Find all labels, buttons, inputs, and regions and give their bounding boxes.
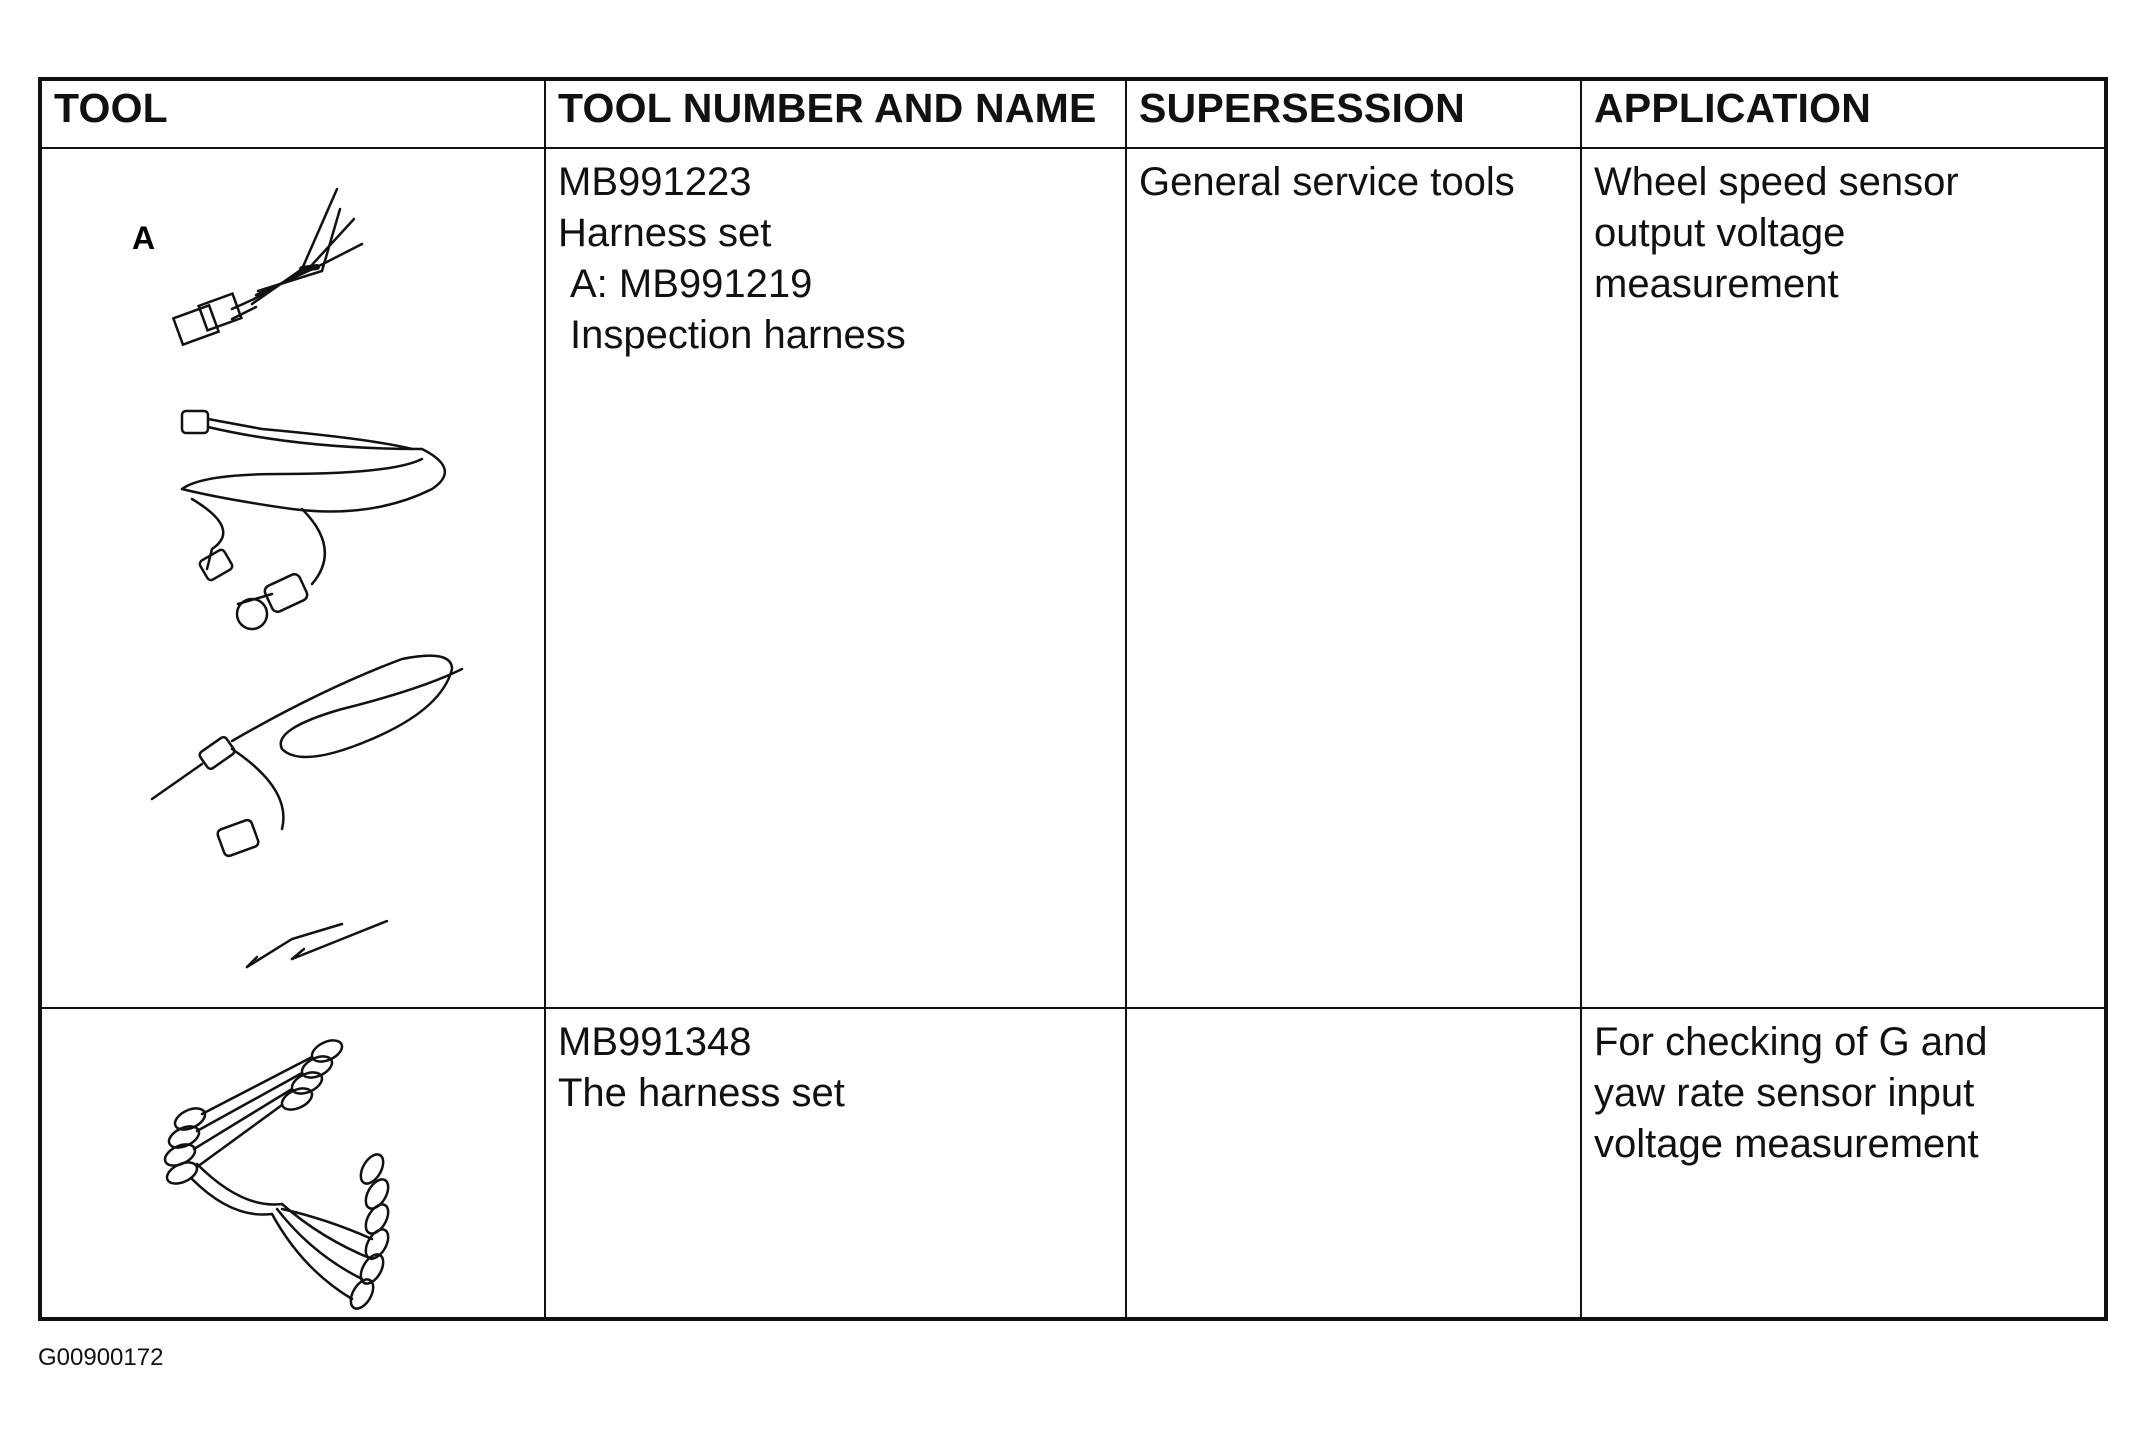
table-row <box>40 148 2106 1008</box>
tool-name: Harness set <box>558 211 772 255</box>
g-yaw-harness-set-illustration <box>42 1009 547 1325</box>
application-line: measurement <box>1594 262 1839 306</box>
sub-tool-number: A: MB991219 <box>570 262 813 306</box>
tool-cell <box>40 1008 545 1319</box>
supersession-cell <box>1126 148 1581 1008</box>
application-line: For checking of G and <box>1594 1020 1988 1064</box>
figure-id: G00900172 <box>38 1344 164 1371</box>
probe-pins <box>247 921 387 967</box>
tool-number: MB991223 <box>558 160 752 204</box>
tool-cell <box>40 148 545 1008</box>
tool-number: MB991348 <box>558 1020 752 1064</box>
header-supersession: SUPERSESSION <box>1126 79 1581 148</box>
header-row <box>40 79 2106 148</box>
supersession-text: General service tools <box>1139 160 1515 204</box>
tool-name: The harness set <box>558 1071 845 1115</box>
application-line: output voltage <box>1594 211 1846 255</box>
tool-number-name-cell <box>545 1008 1126 1319</box>
harness-cable-c <box>152 656 462 858</box>
sub-tool-name: Inspection harness <box>570 313 906 357</box>
header-tool: TOOL <box>40 79 545 148</box>
application-line: yaw rate sensor input <box>1594 1071 1975 1115</box>
application-line: Wheel speed sensor <box>1594 160 1959 204</box>
harness-connector-a <box>173 189 362 345</box>
harness-set-illustration <box>42 149 547 1009</box>
header-application: APPLICATION <box>1581 79 2106 148</box>
table-row <box>40 1008 2106 1319</box>
harness-cable-b <box>182 411 445 629</box>
header-tool-number-and-name: TOOL NUMBER AND NAME <box>545 79 1126 148</box>
tool-label-a: A <box>132 220 156 256</box>
special-tools-table <box>38 77 2108 1321</box>
application-cell <box>1581 148 2106 1008</box>
application-cell <box>1581 1008 2106 1319</box>
application-line: voltage measurement <box>1594 1122 1979 1166</box>
supersession-cell <box>1126 1008 1581 1319</box>
multi-lead-harness <box>162 1036 393 1312</box>
tool-number-name-cell <box>545 148 1126 1008</box>
